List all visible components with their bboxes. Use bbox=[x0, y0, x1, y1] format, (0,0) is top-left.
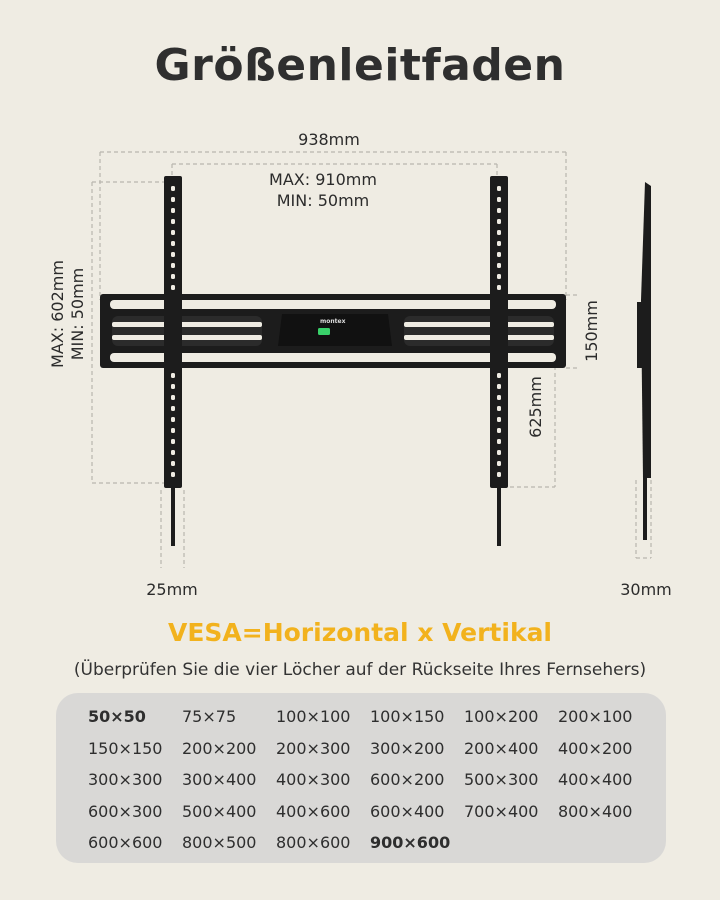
brand-label: montex bbox=[320, 318, 346, 325]
vesa-size-cell: 900×600 bbox=[370, 833, 451, 852]
vesa-size-cell: 50×50 bbox=[88, 707, 146, 726]
vesa-size-cell: 300×200 bbox=[370, 738, 445, 758]
rail-height-label: 150mm bbox=[582, 300, 601, 362]
bubble-level-icon bbox=[318, 328, 330, 335]
depth-label: 30mm bbox=[620, 580, 672, 599]
max-vertical-label: MAX: 602mm bbox=[48, 260, 67, 368]
vesa-size-cell: 400×200 bbox=[558, 738, 633, 758]
vesa-size-cell: 200×400 bbox=[464, 738, 539, 758]
vesa-size-cell: 600×200 bbox=[370, 770, 445, 789]
left-vertical-arm bbox=[164, 176, 182, 546]
vesa-size-cell: 800×500 bbox=[182, 833, 257, 852]
vesa-size-table bbox=[56, 693, 666, 863]
vesa-note: (Überprüfen Sie die vier Löcher auf der Rückseite Ihres Fernsehers) bbox=[73, 660, 647, 680]
min-horizontal-label: MIN: 50mm bbox=[276, 191, 370, 210]
vesa-size-cell: 100×200 bbox=[464, 707, 539, 726]
max-horizontal-label: MAX: 910mm bbox=[269, 170, 377, 189]
right-vertical-arm bbox=[490, 176, 508, 546]
vesa-size-cell: 200×100 bbox=[558, 707, 633, 726]
vesa-size-cell: 300×400 bbox=[182, 770, 257, 789]
vesa-heading: VESA=Horizontal x Vertikal bbox=[167, 618, 553, 647]
min-vertical-label: MIN: 50mm bbox=[68, 267, 87, 361]
vesa-size-cell: 300×300 bbox=[88, 770, 163, 789]
vesa-size-cell: 800×600 bbox=[276, 833, 351, 852]
vesa-size-cell: 500×300 bbox=[464, 770, 539, 789]
total-width-label: 938mm bbox=[298, 130, 360, 149]
vesa-size-cell: 75×75 bbox=[182, 707, 237, 726]
vesa-size-cell: 400×300 bbox=[276, 770, 351, 789]
side-view-profile bbox=[637, 182, 651, 540]
arm-width-label: 25mm bbox=[146, 580, 198, 599]
vesa-size-cell: 600×400 bbox=[370, 801, 445, 821]
vesa-size-cell: 600×600 bbox=[88, 833, 163, 852]
vesa-size-cell: 400×600 bbox=[276, 801, 351, 821]
vesa-size-cell: 100×150 bbox=[370, 707, 445, 726]
vesa-size-cell: 400×400 bbox=[558, 770, 633, 789]
vesa-size-cell: 500×400 bbox=[182, 801, 257, 821]
page-title: Größenleitfaden bbox=[154, 40, 566, 91]
vesa-size-cell: 150×150 bbox=[88, 738, 163, 758]
vesa-size-cell: 200×200 bbox=[182, 738, 257, 758]
vesa-size-grid bbox=[88, 701, 652, 859]
vesa-size-cell: 600×300 bbox=[88, 801, 163, 821]
vesa-size-cell: 800×400 bbox=[558, 801, 633, 821]
vesa-size-cell: 100×100 bbox=[276, 707, 351, 726]
rail-offset-label: 625mm bbox=[526, 376, 545, 438]
vesa-size-cell: 700×400 bbox=[464, 801, 539, 821]
vesa-size-cell: 200×300 bbox=[276, 738, 351, 758]
